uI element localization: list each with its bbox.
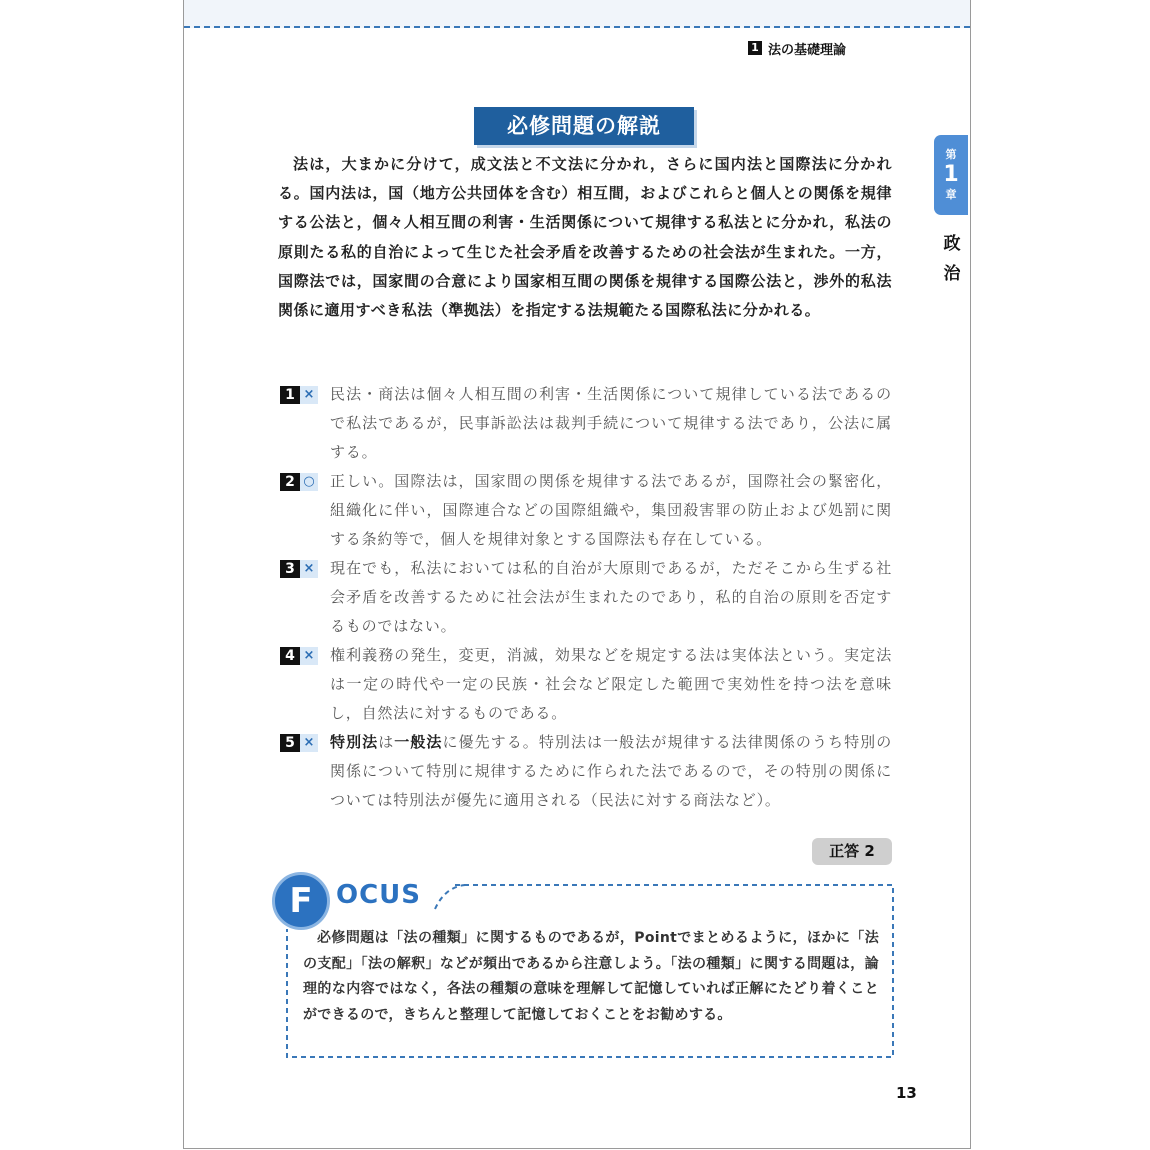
bold-term-general-law: 一般法: [394, 733, 443, 751]
answer-marker: [280, 473, 318, 491]
answer-item-4: [280, 641, 894, 728]
chapter-tab-number: 1: [943, 162, 959, 187]
circle-icon: ○: [300, 473, 318, 491]
focus-text: 必修問題は「法の種類」に関するものであるが，Pointでまとめるように，ほかに「法の支配」「法の解釈」などが頻出であるから注意しよう。「法の種類」に関する問題は，論理的な内容ではなく，各法の種類の意味を理解して記憶していれば正解にたどり着くことができるので，きちんと整理して記憶しておくことをお勧めする。: [303, 930, 879, 1023]
answer-item-2: [280, 467, 894, 554]
chapter-number-box: 1: [748, 41, 762, 55]
cross-icon: ×: [300, 647, 318, 665]
answer-text: 現在でも，私法においては私的自治が大原則であるが，ただそこから生ずる社会矛盾を改善するために社会法が生まれたのであり，私的自治の原則を否定するものではない。: [330, 559, 892, 635]
chapter-side-tab[interactable]: [934, 135, 968, 215]
cross-icon: ×: [300, 734, 318, 752]
focus-logo-circle: F: [272, 872, 330, 930]
answer-item-3: [280, 554, 894, 641]
focus-logo: [272, 872, 332, 932]
subject-char-1: 政: [943, 234, 961, 254]
answer-marker: [280, 734, 318, 752]
running-header: [748, 38, 846, 58]
answer-list: [280, 380, 894, 815]
cross-icon: ×: [300, 386, 318, 404]
answer-text: 権利義務の発生，変更，消滅，効果などを規定する法は実体法という。実定法は一定の時代や一定の民族・社会など限定した範囲で実効性を持つ法を意味し，自然法に対するものである。: [330, 646, 892, 722]
intro-paragraph: 法は，大まかに分けて，成文法と不文法に分かれ，さらに国内法と国際法に分かれる。国内法は，国（地方公共団体を含む）相互間，およびこれらと個人との関係を規律する公法と，個々人相互間の利害・生活関係について規律する私法とに分かれ，私法の原則たる私的自治によって生じた社会矛盾を改善するための社会法が生まれた。一方，国際法では，国家間の合意により国家相互間の関係を規律する国際公法と，渉外的私法関係に適用すべき私法（準拠法）を指定する法規範たる国際私法に分かれる。: [278, 155, 892, 320]
answer-marker: [280, 386, 318, 404]
answer-text: 民法・商法は個々人相互間の利害・生活関係について規律している法であるので私法であるが，民事訴訟法は裁判手続について規律する法であり，公法に属する。: [330, 385, 892, 461]
chapter-tab-prefix: 第: [945, 148, 957, 161]
answer-text-rest: に優先する。特別法は一般法が規律する法律関係のうち特別の関係について特別に規律するために作られた法であるので，その特別の関係については特別法が優先に適用される（民法に対する商法など）。: [330, 733, 893, 809]
answer-number: 2: [280, 473, 300, 491]
answer-item-5: [280, 728, 894, 815]
subject-label: [941, 229, 963, 289]
answer-text: [330, 728, 892, 815]
bold-term-special-law: 特別法: [330, 733, 379, 751]
answer-number: 1: [280, 386, 300, 404]
answer-number: 4: [280, 647, 300, 665]
answer-item-1: [280, 380, 894, 467]
answer-particle: は: [378, 733, 395, 751]
focus-logo-text: OCUS: [336, 880, 422, 910]
answer-marker: [280, 647, 318, 665]
section-title: 必修問題の解説: [474, 107, 694, 145]
subject-char-2: 治: [943, 264, 961, 284]
chapter-tab-suffix: 章: [945, 188, 957, 201]
chapter-title: 法の基礎理論: [768, 42, 847, 58]
answer-marker: [280, 560, 318, 578]
correct-answer-badge: 正答 2: [812, 838, 892, 865]
answer-number: 5: [280, 734, 300, 752]
answer-number: 3: [280, 560, 300, 578]
page-top-band: [184, 0, 970, 28]
page-number: 13: [896, 1084, 917, 1102]
answer-text: 正しい。国際法は，国家間の関係を規律する法であるが，国際社会の緊密化，組織化に伴い，国際連合などの国際組織や，集団殺害罪の防止および処罰に関する条約等で，個人を規律対象とする国際法も存在している。: [330, 472, 892, 548]
cross-icon: ×: [300, 560, 318, 578]
